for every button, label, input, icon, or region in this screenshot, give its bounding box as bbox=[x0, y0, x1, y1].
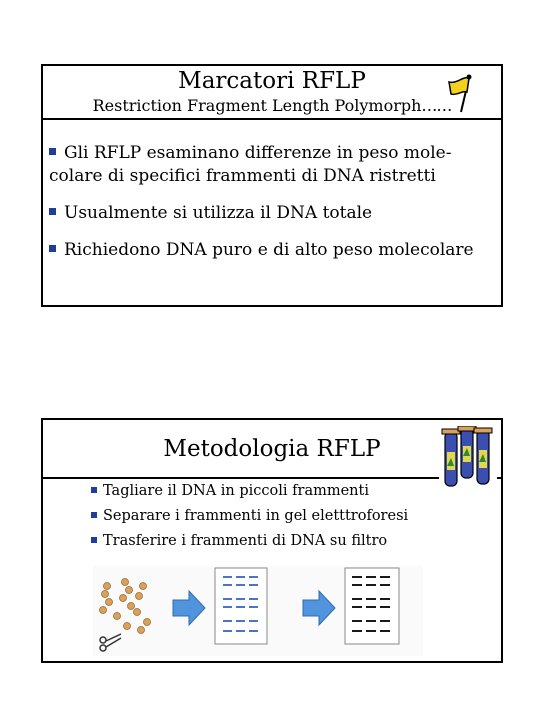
bullet-item: Gli RFLP esaminano differenze in peso mole-colare di specifici frammenti di DNA ristretti bbox=[49, 143, 452, 186]
title-divider bbox=[43, 477, 501, 479]
slide-title: Marcatori RFLP bbox=[178, 68, 366, 94]
bullet-square-icon bbox=[49, 208, 56, 215]
slide-rflp-markers bbox=[41, 64, 503, 307]
subtitle-text: Restriction Fragment Length Polymorph bbox=[92, 96, 422, 115]
bullet-item: Richiedono DNA puro e di alto peso molecolare bbox=[49, 239, 493, 262]
bullet-item: Trasferire i frammenti di DNA su filtro bbox=[91, 531, 493, 552]
gel-icon bbox=[215, 568, 267, 644]
bullet-list bbox=[91, 481, 493, 556]
bullet-square-icon bbox=[49, 148, 56, 155]
bullet-square-icon bbox=[91, 487, 97, 493]
bullet-square-icon bbox=[91, 512, 97, 518]
bullet-square-icon bbox=[91, 537, 97, 543]
slide-subtitle bbox=[43, 96, 501, 115]
bullet-list bbox=[49, 142, 493, 276]
bullet-item: Separare i frammenti in gel eletttroforesi bbox=[91, 506, 493, 527]
bullet-item: Tagliare il DNA in piccoli frammenti bbox=[91, 481, 493, 502]
filter-membrane-icon bbox=[345, 568, 399, 644]
slide-title: Metodologia RFLP bbox=[163, 436, 381, 462]
bullet-square-icon bbox=[49, 245, 56, 252]
title-divider bbox=[43, 118, 501, 120]
flag-icon bbox=[445, 72, 483, 114]
rflp-procedure-figure bbox=[93, 566, 423, 656]
slide-rflp-methodology bbox=[41, 418, 503, 663]
subtitle-truncation: …… bbox=[421, 96, 452, 115]
bullet-item: Usualmente si utilizza il DNA totale bbox=[49, 202, 493, 225]
